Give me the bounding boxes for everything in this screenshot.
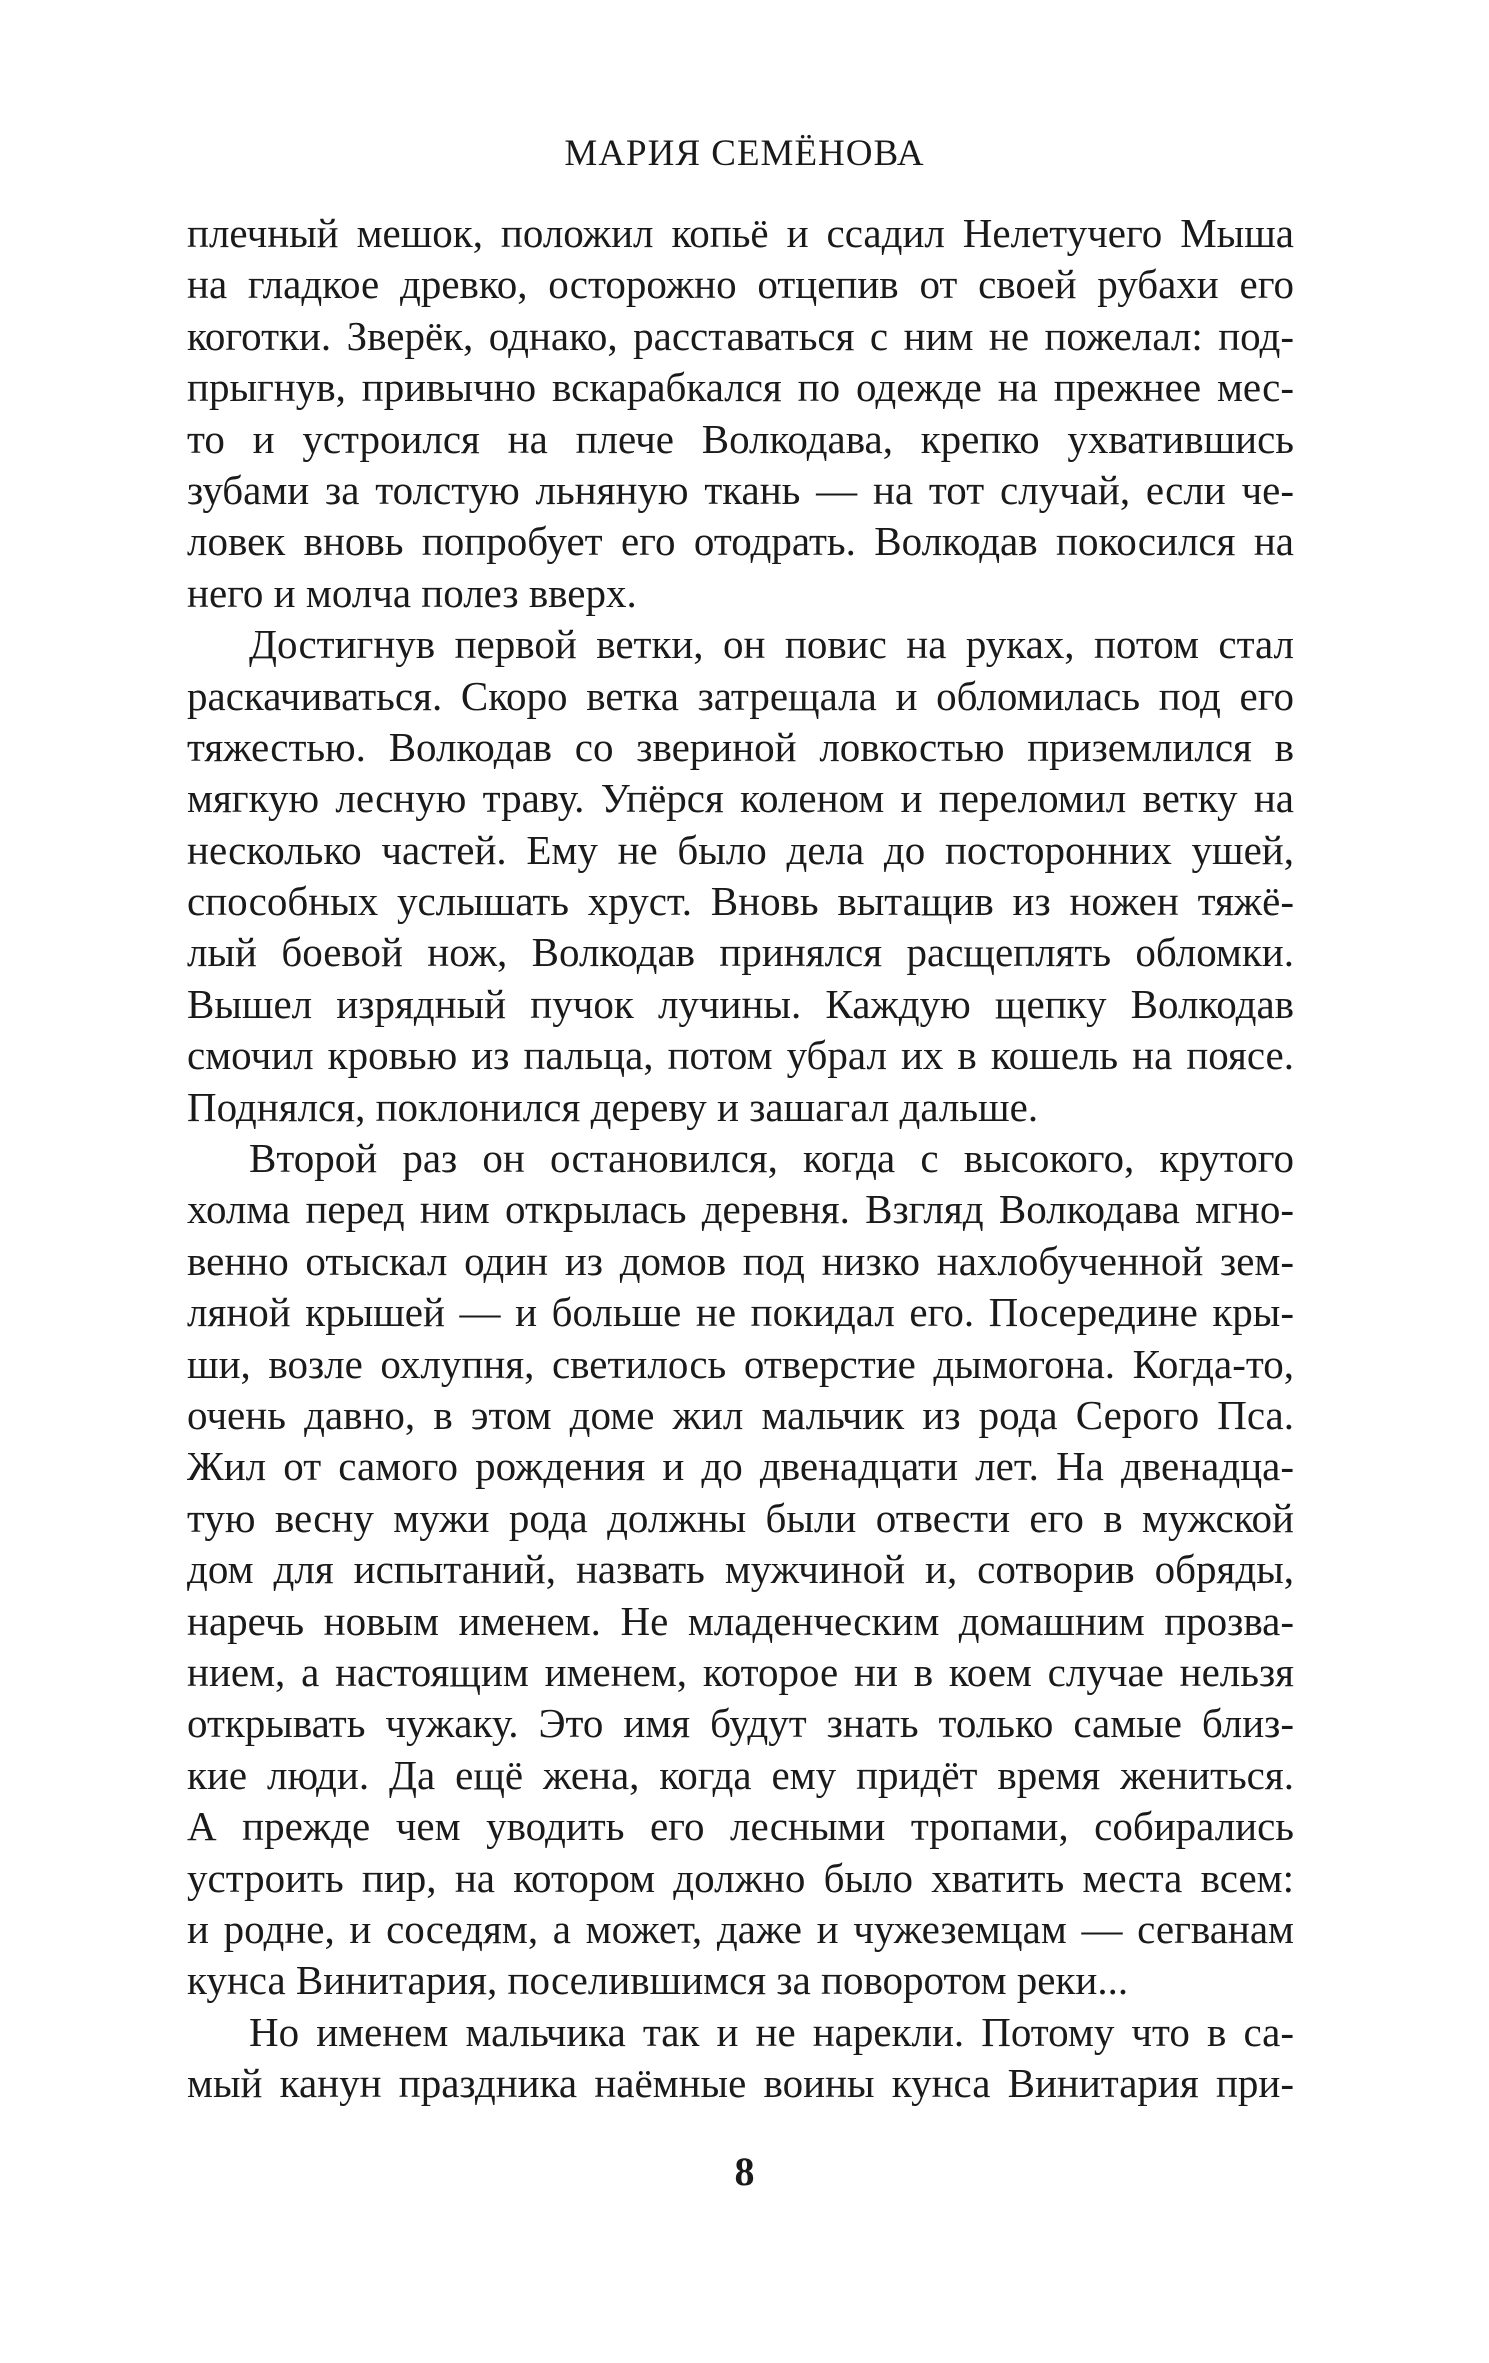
text-line: А прежде чем уводить его лесными тропами, собирались [187,1803,1294,1850]
text-line: способных услышать хруст. Вновь вытащив из ножен тяжё- [187,878,1294,925]
text-line: Второй раз он остановился, когда с высокого, крутого [249,1135,1294,1182]
text-line: очень давно, в этом доме жил мальчик из рода Серого Пса. [187,1391,1294,1438]
text-line: нием, а настоящим именем, которое ни в коем случае нельзя [187,1648,1294,1695]
text-line: несколько частей. Ему не было дела до посторонних ушей, [187,826,1294,873]
text-line: смочил кровью из пальца, потом убрал их в кошель на поясе. [187,1032,1294,1079]
text-line: Поднялся, поклонился дереву и зашагал дальше. [187,1083,1039,1130]
text-line: Достигнув первой ветки, он повис на руках, потом стал [249,621,1294,668]
text-line: ши, возле охлупня, светилось отверстие дымогона. Когда-то, [187,1340,1294,1387]
text-line: кунса Винитария, поселившимся за поворотом реки... [187,1957,1129,2004]
text-line: коготки. Зверёк, однако, расставаться с ним не пожелал: под- [187,312,1294,359]
text-line: прыгнув, привычно вскарабкался по одежде на прежнее мес- [187,364,1294,411]
paragraph [187,1133,1294,2007]
text-line: и родне, и соседям, а может, даже и чужеземцам — сегванам [187,1905,1294,1952]
paragraph [187,619,1294,1133]
page-number: 8 [734,2149,755,2194]
text-line: Но именем мальчика так и не нарекли. Потому что в са- [249,2008,1294,2055]
text-line: него и молча полез вверх. [187,569,637,616]
text-line: кие люди. Да ещё жена, когда ему придёт время жениться. [187,1751,1294,1798]
text-line: Вышел изрядный пучок лучины. Каждую щепку Волкодав [187,980,1294,1027]
text-line: устроить пир, на котором должно было хватить места всем: [187,1854,1294,1901]
text-line: наречь новым именем. Не младенческим домашним прозва- [187,1597,1294,1644]
paragraph [187,208,1294,619]
text-line: тяжестью. Волкодав со звериной ловкостью приземлился в [187,723,1294,770]
text-line: на гладкое древко, осторожно отцепив от своей рубахи его [187,261,1294,308]
text-line: ляной крышей — и больше не покидал его. Посередине кры- [187,1289,1294,1336]
text-line: мягкую лесную траву. Упёрся коленом и переломил ветку на [187,775,1294,822]
text-line: открывать чужаку. Это имя будут знать только самые близ- [187,1700,1294,1747]
text-line: венно отыскал один из домов под низко нахлобученной зем- [187,1237,1294,1284]
text-line: тую весну мужи рода должны были отвести его в мужской [187,1494,1294,1541]
text-line: плечный мешок, положил копьё и ссадил Нелетучего Мыша [187,210,1294,256]
text-line: то и устроился на плече Волкодава, крепко ухватившись [187,415,1294,462]
paragraph [187,2007,1294,2110]
text-line: Жил от самого рождения и до двенадцати лет. На двенадца- [187,1443,1294,1490]
text-line: холма перед ним открылась деревня. Взгляд Волкодава мгно- [187,1186,1294,1233]
text-line: лый боевой нож, Волкодав принялся расщеплять обломки. [187,929,1294,976]
text-line: зубами за толстую льняную ткань — на тот случай, если че- [187,466,1294,513]
text-line: мый канун праздника наёмные воины кунса Винитария при- [187,2060,1294,2107]
text-line: раскачиваться. Скоро ветка затрещала и обломилась под его [187,672,1294,719]
text-line: дом для испытаний, назвать мужчиной и, сотворив обряды, [187,1546,1294,1593]
running-head: МАРИЯ СЕМЁНОВА [564,133,925,174]
body-text [187,208,1294,2109]
text-line: ловек вновь попробует его отодрать. Волкодав покосился на [187,518,1294,565]
